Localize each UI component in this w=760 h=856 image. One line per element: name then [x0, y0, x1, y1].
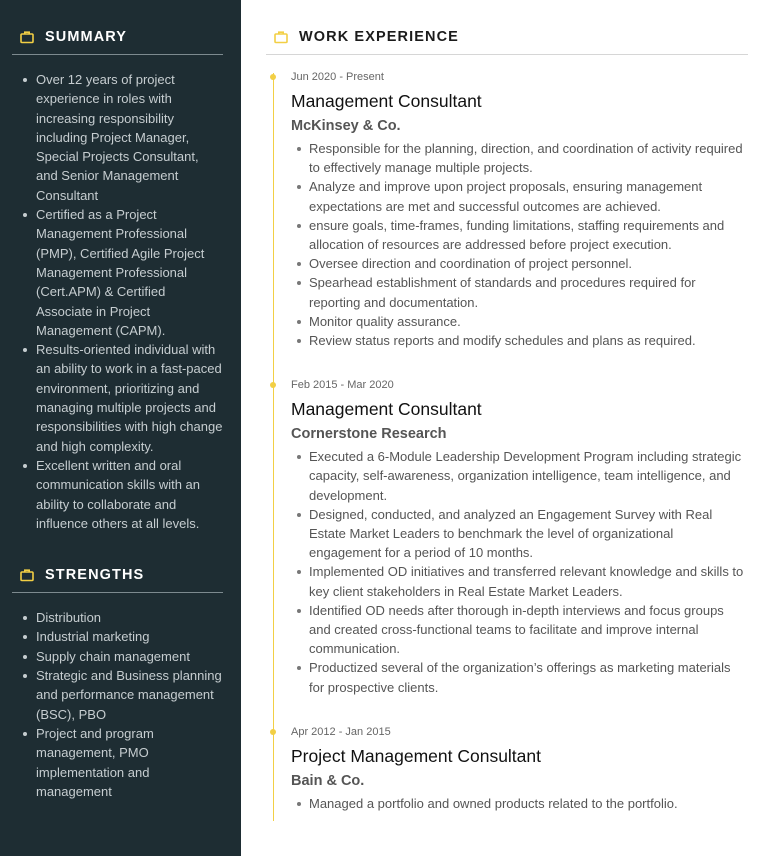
- timeline-dot: [270, 729, 276, 735]
- job-bullets: [291, 139, 748, 350]
- summary-list: [12, 70, 223, 533]
- job-bullet: Responsible for the planning, direction, and coordination of activity required to effectively manage multiple projects.: [309, 139, 748, 177]
- summary-item: Certified as a Project Management Professional (PMP), Certified Agile Project Management Professional (Cert.APM) & Certified Associate in Project Management (CAPM).: [36, 205, 223, 340]
- job-bullet: Spearhead establishment of standards and procedures required for reporting and documentation.: [309, 273, 748, 311]
- job-entry: [291, 378, 748, 697]
- work-experience-title: WORK EXPERIENCE: [299, 29, 459, 45]
- job-entry: [291, 725, 748, 813]
- briefcase-icon: [274, 30, 288, 44]
- job-bullet: Designed, conducted, and analyzed an Engagement Survey with Real Estate Market Leaders to benchmark the level of organizational engagement for a period of 10 months.: [309, 505, 748, 563]
- timeline-dot: [270, 74, 276, 80]
- summary-item: Excellent written and oral communication skills with an ability to collaborate and influence others at all levels.: [36, 456, 223, 533]
- job-entry: [291, 70, 748, 350]
- strengths-header: [12, 566, 223, 584]
- job-dates: Jun 2020 - Present: [291, 71, 384, 83]
- strengths-list: [12, 608, 223, 801]
- briefcase-icon: [20, 30, 34, 44]
- experience-timeline: [266, 70, 748, 813]
- summary-title: SUMMARY: [45, 29, 128, 45]
- strengths-title: STRENGTHS: [45, 567, 145, 584]
- job-bullet: Executed a 6-Module Leadership Development Program including strategic capacity, self-awareness, organization intelligence, team intelligence, and development.: [309, 447, 748, 505]
- strength-item: Strategic and Business planning and performance management (BSC), PBO: [36, 666, 223, 724]
- job-bullet: Implemented OD initiatives and transferred relevant knowledge and skills to key client stakeholders in Real Estate Market Leaders.: [309, 562, 748, 600]
- job-dates: Apr 2012 - Jan 2015: [291, 725, 391, 738]
- summary-item: Results-oriented individual with an ability to work in a fast-paced environment, prioritizing and managing multiple projects and responsibilities with high change and high complexity.: [36, 340, 223, 456]
- job-title: Management Consultant: [291, 91, 482, 111]
- job-bullets: [291, 794, 748, 813]
- summary-section: [12, 28, 223, 533]
- job-bullet: Analyze and improve upon project proposals, ensuring management expectations are met and successful outcomes are achieved.: [309, 177, 748, 215]
- job-title: Management Consultant: [291, 399, 482, 420]
- summary-divider: [12, 54, 223, 55]
- job-bullet: Review status reports and modify schedules and plans as required.: [309, 331, 748, 350]
- summary-header: [12, 28, 223, 46]
- work-experience-divider: [266, 54, 748, 55]
- summary-item: Over 12 years of project experience in roles with increasing responsibility including Project Manager, Special Projects Consultant, and Senior Management Consultant: [36, 70, 223, 205]
- timeline-line: [273, 73, 274, 821]
- job-bullet: Monitor quality assurance.: [309, 312, 748, 331]
- job-company: Bain & Co.: [291, 772, 365, 789]
- strength-item: Project and program management, PMO implementation and management: [36, 724, 223, 801]
- strength-item: Distribution: [36, 608, 223, 627]
- job-title: Project Management Consultant: [291, 745, 541, 766]
- job-dates: Feb 2015 - Mar 2020: [291, 379, 394, 392]
- main-content: [241, 0, 760, 856]
- strengths-divider: [12, 592, 223, 593]
- job-bullet: ensure goals, time-frames, funding limitations, staffing requirements and allocation of resources are addressed before project execution.: [309, 216, 748, 254]
- sidebar: [0, 0, 241, 856]
- strength-item: Industrial marketing: [36, 627, 223, 646]
- strength-item: Supply chain management: [36, 647, 223, 666]
- job-bullet: Productized several of the organization’s offerings as marketing materials for prospective clients.: [309, 658, 748, 696]
- job-bullet: Oversee direction and coordination of project personnel.: [309, 254, 748, 273]
- job-company: McKinsey & Co.: [291, 118, 401, 134]
- work-experience-header: [266, 28, 748, 46]
- timeline-dot: [270, 382, 276, 388]
- job-bullet: Managed a portfolio and owned products related to the portfolio.: [309, 794, 748, 813]
- strengths-section: [12, 566, 223, 801]
- job-bullet: Identified OD needs after thorough in-depth interviews and focus groups and created cross-functional teams to facilitate and improve internal communication.: [309, 601, 748, 659]
- briefcase-icon: [20, 568, 34, 582]
- job-bullets: [291, 447, 748, 697]
- job-company: Cornerstone Research: [291, 426, 447, 443]
